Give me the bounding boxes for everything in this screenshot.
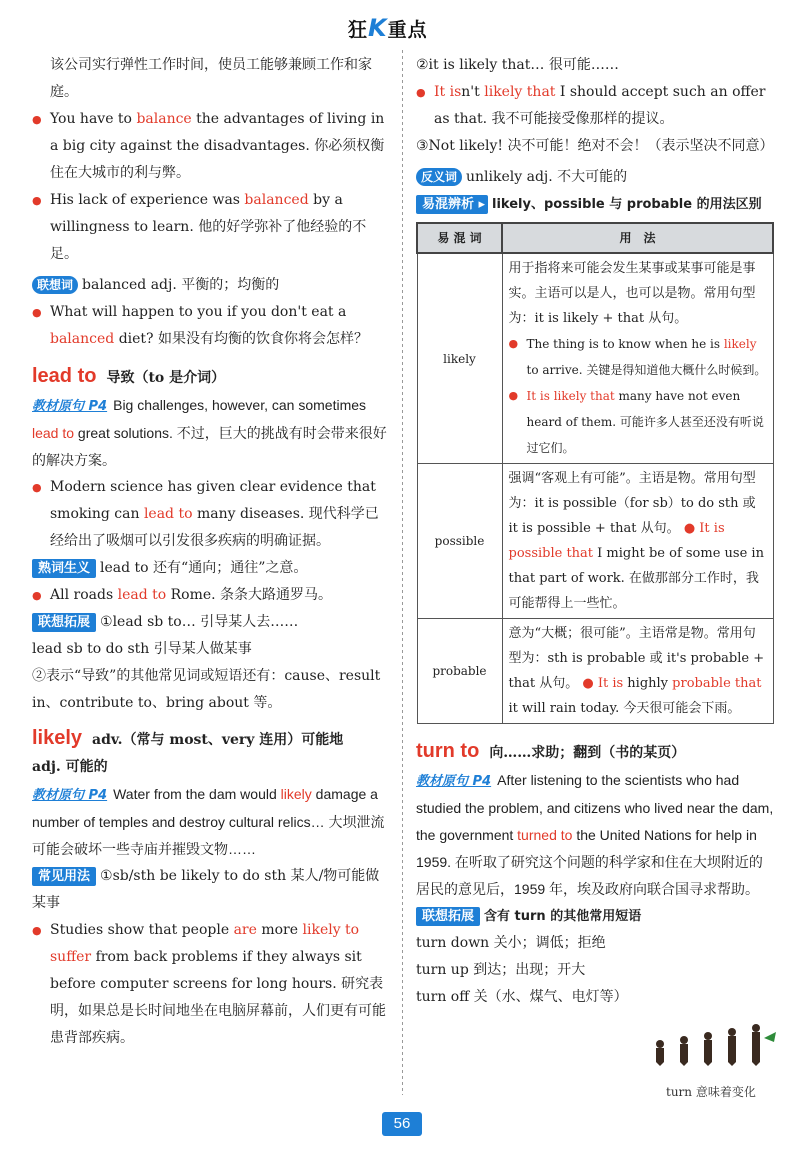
textbook-sentence: 教材原句 P4 Water from the dam would likely damage a number of temples and destroy cultural relics… 大坝泄流可能会破坏一些寺庙并摧毁文物…… — [32, 786, 385, 857]
example-sentence: ● Modern science has given clear evidence that smoking can lead to many diseases. 现代科学已经给出了吸烟可以引发很多疾病的明确证据。 — [32, 474, 392, 555]
example-sentence: ● You have to balance the advantages of living in a big city against the disadvantages. 你必须权衡住在大城市的利与弊。 — [32, 106, 392, 187]
phrase-item: turn up 到达；出现；开大 — [416, 962, 586, 978]
table-header-row — [417, 223, 773, 253]
example-sentence: ● His lack of experience was balanced by a willingness to learn. 他的好学弥补了他经验的不足。 — [32, 187, 392, 268]
headword-likely: likely adv.（常与 most、very 连用）可能地 — [32, 727, 344, 749]
brand-logo: 狂K重点 — [348, 14, 428, 42]
textbook-sentence: 教材原句 P4 After listening to the scientists who had studied the problem, and citizens who lived near the dam, the government turned to the United Nations for help in 1959. 在听取了研究这个问题的科学家和住在大坝附近的居民的意见后，1959 年，埃及政府向联合国寻求帮助。 — [416, 772, 774, 897]
headword-turn-to: turn to 向……求助；翻到（书的某页） — [416, 740, 686, 762]
headword-definition: adj. 可能的 — [32, 759, 108, 775]
antonym: 反义词 unlikely adj. 不大可能的 — [416, 164, 776, 191]
column-divider — [402, 50, 403, 1095]
example-sentence: ● It isn't likely that I should accept such an offer as that. 我不可能接受像那样的提议。 — [416, 79, 776, 133]
extension-note: 联想拓展 含有 turn 的其他常用短语 — [416, 903, 776, 930]
table-row — [417, 253, 773, 464]
page-header — [0, 0, 800, 48]
related-word: 联想词 balanced adj. 平衡的；均衡的 — [32, 272, 392, 299]
table-header: 用 法 — [502, 223, 773, 253]
example-sentence: ● What will happen to you if you don't eat a balanced diet? 如果没有均衡的饮食你将会怎样？ — [32, 299, 392, 353]
table-header: 易 混 词 — [417, 223, 502, 253]
table-cell-word: likely — [417, 253, 502, 464]
phrase-item: turn off 关（水、煤气、电灯等） — [416, 989, 628, 1005]
example-sentence: ● Studies show that people are more likely to suffer from back problems if they always sit before computer screens for long hours. 研究表明，如果总是长时间地坐在电脑屏幕前，人们更有可能患背部疾病。 — [32, 917, 392, 1052]
text-line: lead sb to do sth 引导某人做某事 — [32, 641, 252, 657]
text-line: ②it is likely that… 很可能…… — [416, 57, 619, 73]
table-cell-word: probable — [417, 619, 502, 724]
text-line: 该公司实行弹性工作时间，使员工能够兼顾工作和家庭。 — [50, 57, 372, 100]
example-sentence: ● All roads lead to Rome. 条条大路通罗马。 — [32, 582, 392, 609]
extended-meaning: 熟词生义 lead to 还有“通向；通往”之意。 — [32, 555, 392, 582]
text-line: ②表示“导致”的其他常见词或短语还有：cause、result in、contribute to、bring about 等。 — [32, 668, 381, 711]
evolution-illustration — [650, 1022, 780, 1068]
textbook-sentence: 教材原句 P4 Big challenges, however, can sometimes lead to great solutions. 不过，巨大的挑战有时会带来很好的解决方案。 — [32, 397, 387, 468]
comparison-heading: 易混辨析 ▸ likely、possible 与 probable 的用法区别 — [416, 191, 776, 218]
phrase-item: turn down 关小；调低；拒绝 — [416, 935, 606, 951]
text-line: ③Not likely! 决不可能！绝对不会！（表示坚决不同意） — [416, 138, 774, 154]
table-cell-word: possible — [417, 464, 502, 619]
page-number: 56 — [382, 1112, 422, 1136]
table-row — [417, 619, 773, 724]
illustration-caption: turn 意味着变化 — [666, 1085, 756, 1099]
right-column — [416, 52, 776, 1011]
common-usage: 常见用法 ①sb/sth be likely to do sth 某人/物可能做某事 — [32, 868, 380, 911]
table-cell-usage: 用于指将来可能会发生某事或某事可能是事实。主语可以是人，也可以是物。常用句型为：it is likely + that 从句。 ● The thing is to know when he is likely to arrive. 关键是得知道他大概什么时候到。 ● It is likely that many have not even heard of them. 可能许多人甚至还没有听说过它们。 — [502, 253, 773, 464]
left-column — [32, 52, 392, 1052]
extension-note: 联想拓展 ①lead sb to… 引导某人去…… — [32, 609, 392, 636]
table-row — [417, 464, 773, 619]
table-cell-usage: 意为“大概；很可能”。主语常是物。常用句型为：sth is probable 或 it's probable + that 从句。 ● It is highly probable that it will rain today. 今天很可能会下雨。 — [502, 619, 773, 724]
table-cell-usage: 强调“客观上有可能”。主语是物。常用句型为：it is possible（for sb）to do sth 或 it is possible + that 从句。 ● It is possible that I might be of some use in that part of work. 在做那部分工作时，我可能帮得上一些忙。 — [502, 464, 773, 619]
headword-lead-to: lead to 导致（to 是介词） — [32, 365, 226, 387]
comparison-table — [416, 222, 774, 724]
